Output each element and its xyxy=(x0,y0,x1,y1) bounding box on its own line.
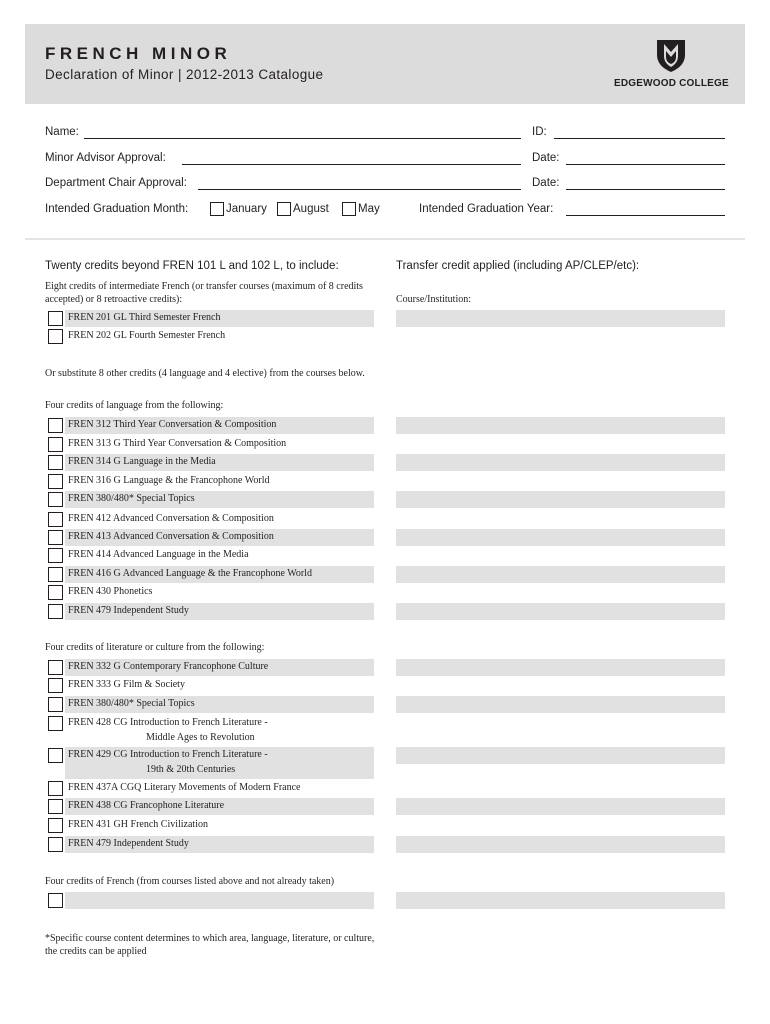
course-label: FREN 479 Independent Study xyxy=(68,838,189,849)
language-heading: Four credits of language from the following: xyxy=(45,400,224,411)
section-divider xyxy=(25,238,745,240)
course-label: FREN 428 CG Introduction to French Literature - xyxy=(68,717,268,728)
course-checkbox[interactable] xyxy=(48,781,63,796)
course-checkbox[interactable] xyxy=(48,437,63,452)
course-row-fren312 xyxy=(47,417,374,434)
transfer-entry-intermediate[interactable] xyxy=(396,310,725,327)
course-label: FREN 332 G Contemporary Francophone Culture xyxy=(68,661,269,672)
course-checkbox[interactable] xyxy=(48,837,63,852)
transfer-entry-language-6[interactable] xyxy=(396,603,725,620)
course-row-fren431 xyxy=(47,817,374,834)
course-row-fren314 xyxy=(47,454,374,471)
january-label: January xyxy=(226,203,267,215)
chair-field[interactable] xyxy=(198,189,521,190)
course-checkbox[interactable] xyxy=(48,818,63,833)
course-row-fren412 xyxy=(47,511,374,528)
course-checkbox[interactable] xyxy=(48,585,63,600)
college-shield-icon xyxy=(656,39,686,73)
page-title: FRENCH MINOR xyxy=(45,44,232,63)
course-checkbox[interactable] xyxy=(48,530,63,545)
may-label: May xyxy=(358,203,380,215)
course-label: FREN 412 Advanced Conversation & Composition xyxy=(68,513,274,524)
name-label: Name: xyxy=(45,126,79,138)
course-label: FREN 429 CG Introduction to French Literature - xyxy=(68,749,268,760)
intermediate-note: Eight credits of intermediate French (or transfer courses (maximum of 8 credits accepted) or 8 retroactive credits): xyxy=(45,281,363,305)
course-label: FREN 313 G Third Year Conversation & Composition xyxy=(68,438,287,449)
course-checkbox[interactable] xyxy=(48,512,63,527)
course-label: FREN 316 G Language & the Francophone World xyxy=(68,475,270,486)
course-checkbox[interactable] xyxy=(48,604,63,619)
course-label: FREN 413 Advanced Conversation & Composition xyxy=(68,531,274,542)
grad-year-label: Intended Graduation Year: xyxy=(419,203,554,215)
course-row-fren202 xyxy=(47,328,374,345)
course-checkbox[interactable] xyxy=(48,697,63,712)
course-label: FREN 312 Third Year Conversation & Composition xyxy=(68,419,277,430)
course-row-fren416 xyxy=(47,566,374,583)
august-checkbox[interactable] xyxy=(277,202,291,216)
advisor-label: Minor Advisor Approval: xyxy=(45,152,166,164)
date-label-advisor: Date: xyxy=(532,152,560,164)
page-subtitle: Declaration of Minor | 2012-2013 Catalogue xyxy=(45,67,324,82)
january-checkbox[interactable] xyxy=(210,202,224,216)
course-label-line2: Middle Ages to Revolution xyxy=(146,732,255,743)
literature-heading: Four credits of literature or culture from the following: xyxy=(45,642,265,653)
course-row-fren428 xyxy=(47,715,374,747)
transfer-entry-language-3[interactable] xyxy=(396,491,725,508)
grad-month-label: Intended Graduation Month: xyxy=(45,203,189,215)
college-logo-text: EDGEWOOD COLLEGE xyxy=(614,78,729,89)
course-checkbox[interactable] xyxy=(48,748,63,763)
transfer-entry-language-1[interactable] xyxy=(396,417,725,434)
course-label: FREN 431 GH French Civilization xyxy=(68,819,208,830)
transfer-entry-language-2[interactable] xyxy=(396,454,725,471)
grad-year-field[interactable] xyxy=(566,215,725,216)
course-checkbox[interactable] xyxy=(48,329,63,344)
course-label: FREN 479 Independent Study xyxy=(68,605,189,616)
transfer-entry-language-4[interactable] xyxy=(396,529,725,546)
course-label: FREN 333 G Film & Society xyxy=(68,679,185,690)
id-field[interactable] xyxy=(554,138,725,139)
transfer-entry-literature-5[interactable] xyxy=(396,836,725,853)
course-label: FREN 438 CG Francophone Literature xyxy=(68,800,225,811)
requirements-heading: Twenty credits beyond FREN 101 L and 102 L, to include: xyxy=(45,260,339,272)
course-row-fren414 xyxy=(47,547,374,564)
french-credits-heading: Four credits of French (from courses listed above and not already taken) xyxy=(45,876,335,887)
course-checkbox[interactable] xyxy=(48,893,63,908)
course-checkbox[interactable] xyxy=(48,660,63,675)
course-label: FREN 414 Advanced Language in the Media xyxy=(68,549,249,560)
course-checkbox[interactable] xyxy=(48,455,63,470)
course-row-fren438 xyxy=(47,798,374,815)
course-label: FREN 201 GL Third Semester French xyxy=(68,312,221,323)
course-label: FREN 430 Phonetics xyxy=(68,586,153,597)
course-checkbox[interactable] xyxy=(48,418,63,433)
course-checkbox[interactable] xyxy=(48,548,63,563)
august-label: August xyxy=(293,203,329,215)
course-row-fren316 xyxy=(47,473,374,490)
course-row-fren429 xyxy=(47,747,374,779)
footnote: *Specific course content determines to which area, language, literature, or culture, the credits can be applied xyxy=(45,933,375,957)
course-row-fren437a xyxy=(47,780,374,797)
chair-date-field[interactable] xyxy=(566,189,725,190)
course-checkbox[interactable] xyxy=(48,311,63,326)
name-field[interactable] xyxy=(84,138,521,139)
transfer-entry-literature-4[interactable] xyxy=(396,798,725,815)
transfer-entry-literature-3[interactable] xyxy=(396,747,725,764)
course-row-fren479-lit xyxy=(47,836,374,853)
may-checkbox[interactable] xyxy=(342,202,356,216)
course-label: FREN 416 G Advanced Language & the Francophone World xyxy=(68,568,312,579)
course-row-fren313 xyxy=(47,436,374,453)
date-label-chair: Date: xyxy=(532,177,560,189)
course-row-fren201 xyxy=(47,310,374,327)
course-row-fren479 xyxy=(47,603,374,620)
transfer-entry-language-5[interactable] xyxy=(396,566,725,583)
substitute-note: Or substitute 8 other credits (4 language and 4 elective) from the courses below. xyxy=(45,368,365,379)
course-label: FREN 202 GL Fourth Semester French xyxy=(68,330,226,341)
course-label-line2: 19th & 20th Centuries xyxy=(146,764,236,775)
transfer-entry-literature-1[interactable] xyxy=(396,659,725,676)
id-label: ID: xyxy=(532,126,547,138)
course-row-other-french xyxy=(47,892,374,909)
advisor-date-field[interactable] xyxy=(566,164,725,165)
course-row-fren332 xyxy=(47,659,374,676)
course-label: FREN 380/480* Special Topics xyxy=(68,698,195,709)
advisor-field[interactable] xyxy=(182,164,521,165)
course-row-fren413 xyxy=(47,529,374,546)
transfer-entry-other-french[interactable] xyxy=(396,892,725,909)
course-checkbox[interactable] xyxy=(48,567,63,582)
course-checkbox[interactable] xyxy=(48,678,63,693)
course-institution-label: Course/Institution: xyxy=(396,294,471,305)
transfer-heading: Transfer credit applied (including AP/CLEP/etc): xyxy=(396,260,640,272)
course-checkbox[interactable] xyxy=(48,716,63,731)
course-row-fren430 xyxy=(47,584,374,601)
course-checkbox[interactable] xyxy=(48,799,63,814)
transfer-entry-literature-2[interactable] xyxy=(396,696,725,713)
course-label: FREN 380/480* Special Topics xyxy=(68,493,195,504)
course-label: FREN 314 G Language in the Media xyxy=(68,456,216,467)
course-checkbox[interactable] xyxy=(48,474,63,489)
course-row-fren333 xyxy=(47,677,374,694)
header-banner xyxy=(25,24,745,104)
chair-label: Department Chair Approval: xyxy=(45,177,187,189)
course-checkbox[interactable] xyxy=(48,492,63,507)
course-row-fren380-lit xyxy=(47,696,374,713)
course-row-fren380 xyxy=(47,491,374,508)
course-label: FREN 437A CGQ Literary Movements of Modern France xyxy=(68,782,301,793)
